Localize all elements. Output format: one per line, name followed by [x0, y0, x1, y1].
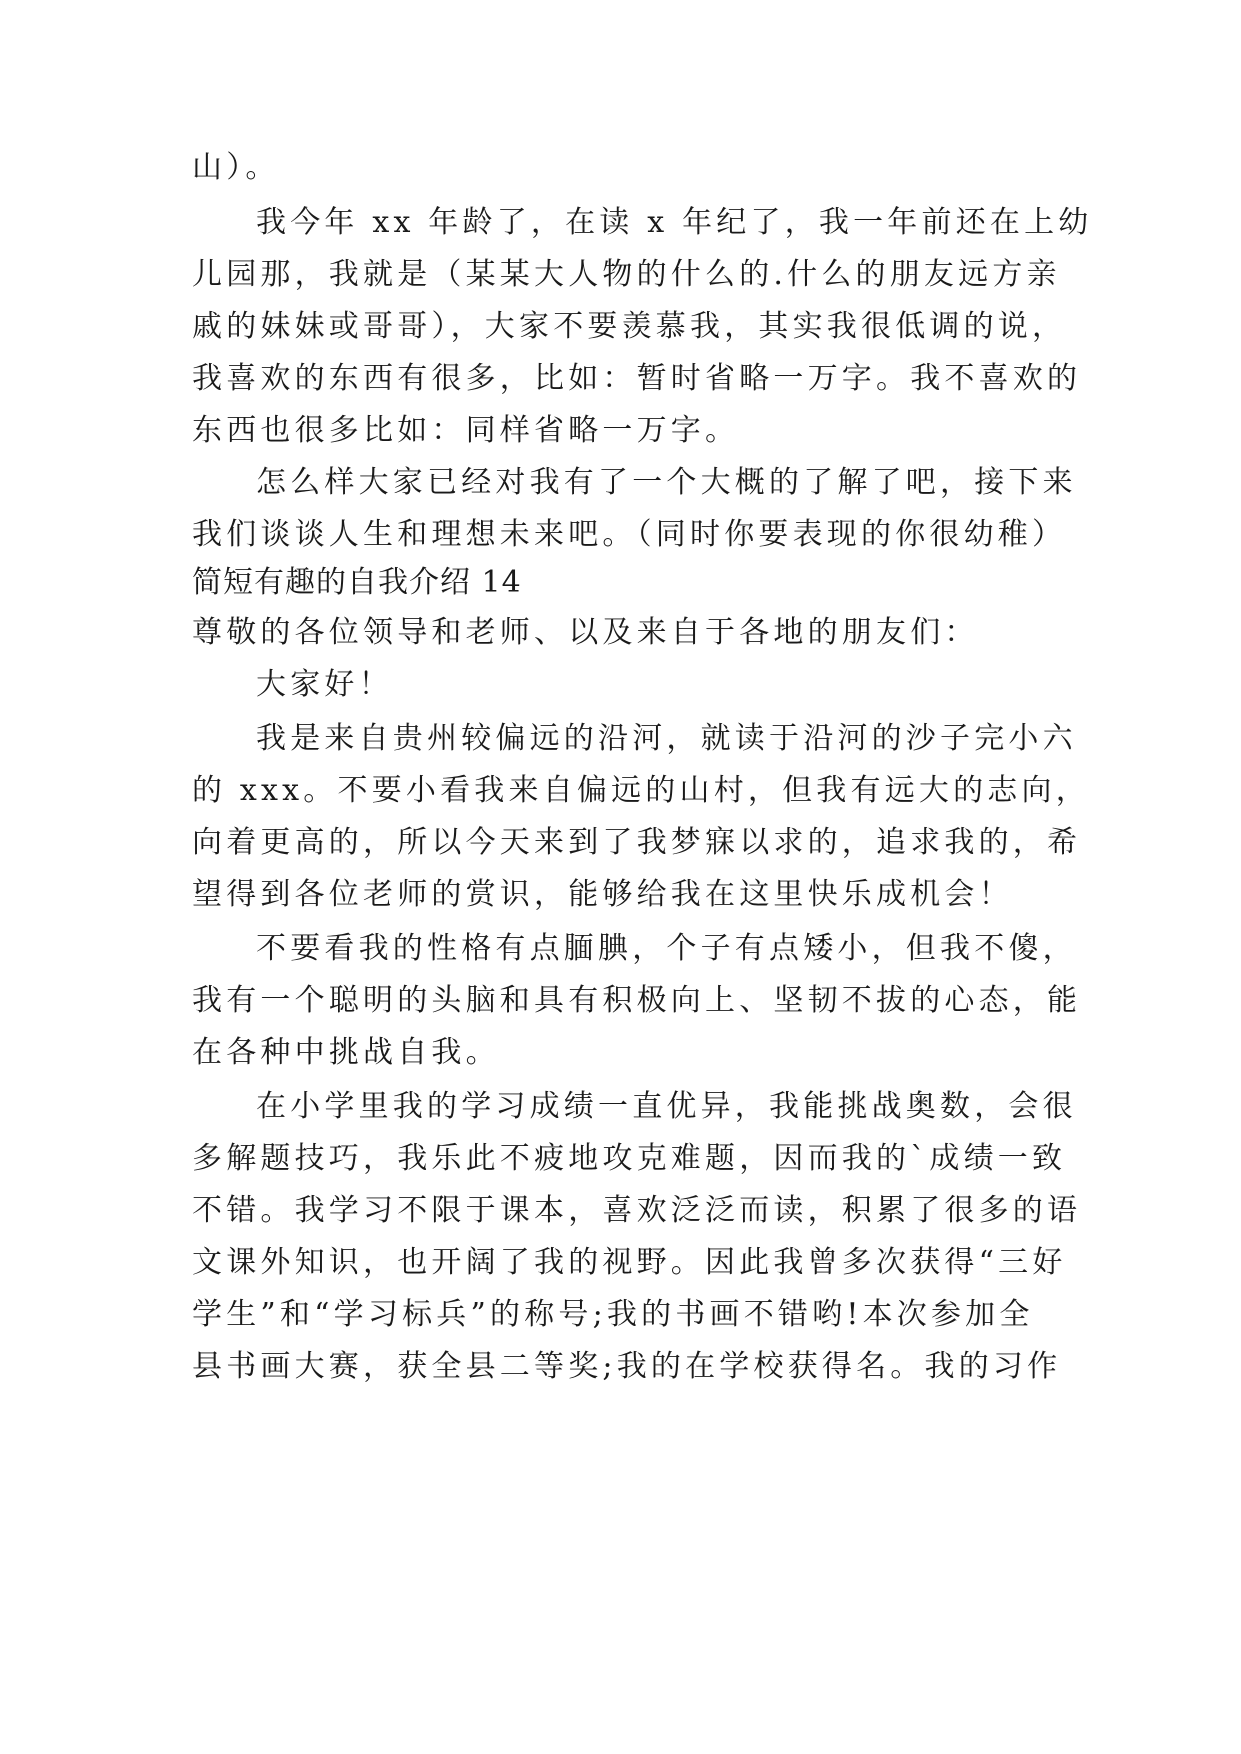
paragraph-line: 我今年 xx 年龄了，在读 x 年纪了，我一年前还在上幼 — [256, 205, 1093, 240]
paragraph-line: 我们谈谈人生和理想未来吧。（同时你要表现的你很幼稚） — [192, 517, 1067, 552]
paragraph-line: 县书画大赛，获全县二等奖;我的在学校获得名。我的习作 — [192, 1349, 1062, 1384]
paragraph-line: 我喜欢的东西有很多，比如：暂时省略一万字。我不喜欢的 — [192, 361, 1082, 396]
paragraph-line: 我有一个聪明的头脑和具有积极向上、坚韧不拔的心态，能 — [192, 983, 1082, 1018]
paragraph-line: 东西也很多比如：同样省略一万字。 — [192, 413, 740, 448]
paragraph-line: 戚的妹妹或哥哥），大家不要羡慕我，其实我很低调的说， — [192, 309, 1067, 344]
paragraph-line: 向着更高的，所以今天来到了我梦寐以求的，追求我的，希 — [192, 825, 1082, 860]
paragraph-line: 儿园那，我就是（某某大人物的什么的.什么的朋友远方亲 — [192, 257, 1061, 292]
paragraph-line: 在小学里我的学习成绩一直优异，我能挑战奥数，会很 — [256, 1089, 1077, 1124]
paragraph-line: 学生”和“学习标兵”的称号;我的书画不错哟!本次参加全 — [192, 1297, 1034, 1332]
paragraph-line: 不要看我的性格有点腼腆，个子有点矮小，但我不傻， — [256, 931, 1077, 966]
paragraph-line: 多解题技巧，我乐此不疲地攻克难题，因而我的`成绩一致 — [192, 1141, 1067, 1176]
paragraph-line: 山）。 — [192, 150, 280, 185]
salutation: 尊敬的各位领导和老师、以及来自于各地的朋友们： — [192, 615, 979, 650]
paragraph-line: 不错。我学习不限于课本，喜欢泛泛而读，积累了很多的语 — [192, 1193, 1082, 1228]
paragraph-line: 怎么样大家已经对我有了一个大概的了解了吧，接下来 — [256, 465, 1077, 500]
paragraph-line: 文课外知识，也开阔了我的视野。因此我曾多次获得“三好 — [192, 1245, 1067, 1280]
paragraph-line: 我是来自贵州较偏远的沿河，就读于沿河的沙子完小六 — [256, 721, 1077, 756]
paragraph-line: 望得到各位老师的赏识，能够给我在这里快乐成机会！ — [192, 877, 1013, 912]
section-heading: 简短有趣的自我介绍 14 — [192, 565, 522, 600]
paragraph-line: 的 xxx。不要小看我来自偏远的山村，但我有远大的志向， — [192, 773, 1090, 808]
greeting: 大家好！ — [256, 667, 393, 702]
paragraph-line: 在各种中挑战自我。 — [192, 1035, 500, 1070]
